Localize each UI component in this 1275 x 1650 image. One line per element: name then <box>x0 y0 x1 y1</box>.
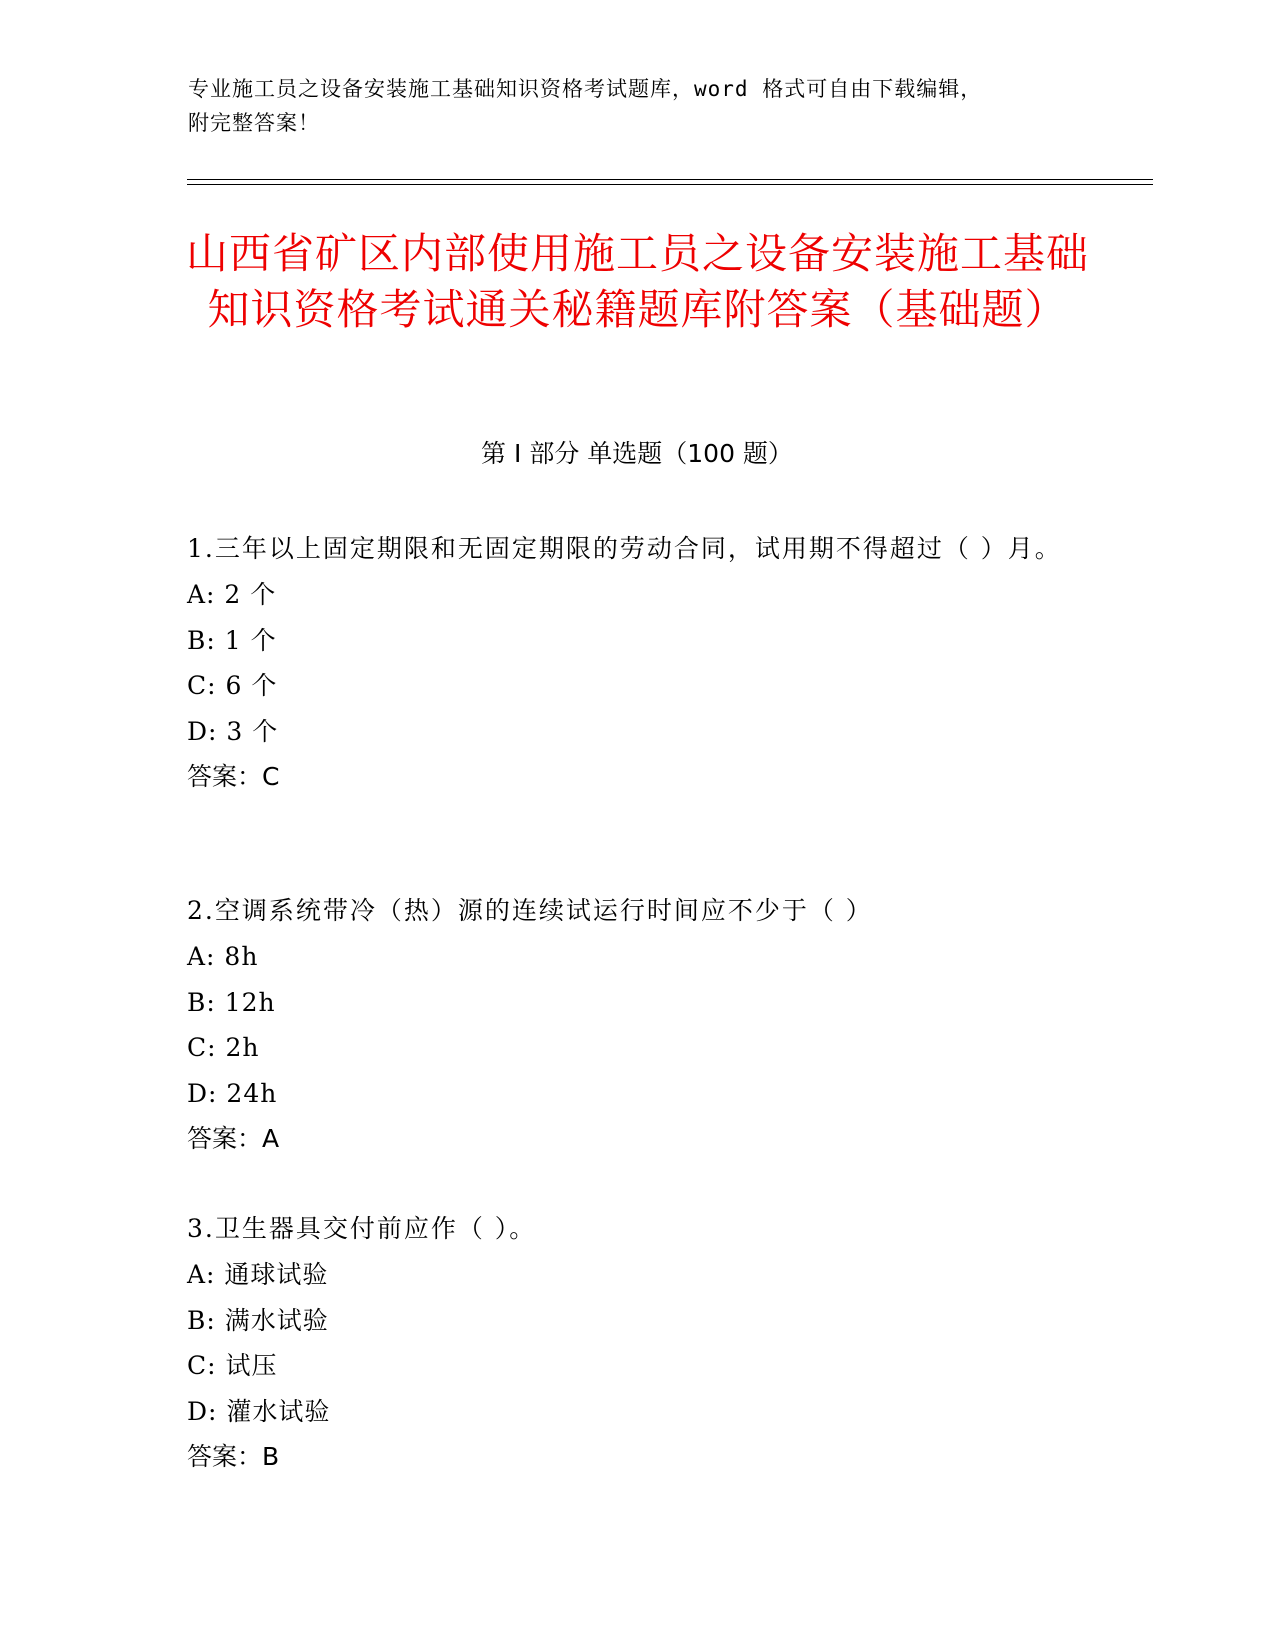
header-divider-top <box>187 179 1153 180</box>
option-c: C: 2h <box>187 1033 260 1062</box>
question-1 <box>187 526 1087 800</box>
answer: 答案：B <box>187 1442 280 1471</box>
header-divider-bottom <box>187 184 1153 185</box>
option-b: B: 1 个 <box>187 625 277 655</box>
answer: 答案：C <box>187 762 280 791</box>
question-2 <box>187 888 1087 1162</box>
option-d: D: 3 个 <box>187 716 279 746</box>
header-note-line-2: 附完整答案！ <box>188 111 320 135</box>
answer: 答案：A <box>187 1124 280 1153</box>
option-b: B: 满水试验 <box>187 1305 329 1335</box>
option-c: C: 6 个 <box>187 671 278 700</box>
option-b: B: 12h <box>187 987 276 1017</box>
question-stem: 3.卫生器具交付前应作（ ）。 <box>187 1214 537 1243</box>
header-note-line-1: 专业施工员之设备安装施工基础知识资格考试题库，word 格式可自由下载编辑， <box>188 77 983 101</box>
header-note <box>188 72 1088 140</box>
option-d: D: 24h <box>187 1078 278 1108</box>
question-stem: 1.三年以上固定期限和无固定期限的劳动合同，试用期不得超过（ ）月。 <box>187 534 1062 563</box>
option-d: D: 灌水试验 <box>187 1396 331 1426</box>
option-a: A: 8h <box>187 942 259 971</box>
question-stem: 2.空调系统带冷（热）源的连续试运行时间应不少于（ ） <box>187 896 873 925</box>
section-title: 第 I 部分 单选题（100 题） <box>481 439 793 468</box>
option-c: C: 试压 <box>187 1351 278 1380</box>
document-title: 山西省矿区内部使用施工员之设备安装施工基础知识资格考试通关秘籍题库附答案（基础题） <box>185 229 1089 334</box>
option-a: A: 通球试验 <box>187 1260 329 1289</box>
question-3 <box>187 1206 1087 1480</box>
option-a: A: 2 个 <box>187 580 277 609</box>
